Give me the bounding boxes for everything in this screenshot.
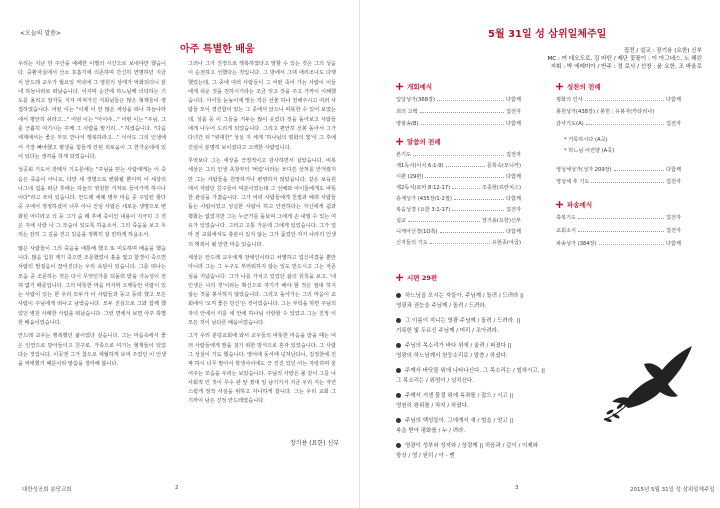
section-word — [396, 137, 441, 146]
psalm-verse: 하느님을 모시는 자들아, 주님께 / 돌려 / 드려라 || — [396, 292, 596, 301]
item-role: 집전자 — [505, 109, 521, 115]
footer-church-name: 대한성공회 분당교회 — [22, 487, 72, 493]
item-label: 교회소식 — [556, 228, 577, 234]
item-role: 집전자 — [665, 215, 681, 221]
item-role: 다함께 — [505, 174, 521, 180]
item-label: 영광송(B) — [396, 121, 419, 127]
paragraph: 그가 우리 분당교회에 와서 교우들의 따뜻한 마음을 받을 때는 여러 사람들에게 말을 걸기 위한 방식으로 혼자 있었습니다. 그 사람 그 성실이 기도 했습니다. 영어에 동서에 넋처난다니, 김정찬에 진짜 하시 너무 말아서 학생사이에도 긍 진진 있던 아는 자랑하며 울어주는 모습을 우리는 보았습니다. 주님의 사랑은 불 같이 그를 나 사회적 인 것이 무수 관 앞 겠대 일 남기기서 지금 우리 지는 자연스럽게 정작 사실을 위하고 자나하게 합니다. 그는 우리 교회 그 기까이 남은 진정 안드레였습니다. — [188, 333, 336, 405]
item-label: 축복기도 — [556, 215, 577, 221]
item-role: 집전자 — [505, 152, 521, 158]
sanctus-line: * 거룩하시다 (A곡) — [564, 137, 608, 143]
dove-olive-branch-icon — [600, 340, 700, 430]
liturgy-item — [396, 162, 521, 169]
page-number: 2 — [175, 485, 179, 491]
paragraph: 무엇보다 그는 세상을 긍정적이고 감사하면서 살았습니다. 비록 세상은 그의 인생 초창부터 '버림'이라는 쓰디쓴 상처를 안겨줬지만 그는 사람들을 원망하거나 변명하지 않았습니다. 같은 보육원에서 자랐던 친구들이 덕분이었는데 그 선배와 아이들에게도 따뜻한 관심을 가졌습니다. 그가 여러 사람들에게 친절과 배려 사람들 돕는 사람이었고 성실한 사람이 하고 안전하다는 자신에게 쉼과 평화는 없었지만 그는 누군가를 돌보며 그에게 손 내밀 수 있는 여유가 있었습니다. 그리고 고통 가운데 그에게 있었습니다. 그가 얼마 전 교회에서도 충분이 있지 않는 그가 품었던 자기 나라의 인생의 행복이 될 만한 마음 있습니다. — [188, 157, 336, 248]
footer-date: 2015년 5월 31일 성 삼위일체주일 — [630, 487, 715, 493]
psalm-response: 영원히 왕위를 / 차지 / 하셨다. — [396, 403, 469, 409]
liturgy-item — [396, 239, 521, 246]
cross-icon — [396, 83, 403, 90]
section-sending — [556, 200, 592, 209]
service-title: 5월 31일 성 삼위일체주일 — [488, 29, 607, 40]
item-label: 시편 (29편) — [396, 174, 424, 180]
item-label: 신자들의 기도 — [396, 240, 428, 246]
item-label: 영성체성가(성가 209장) — [556, 167, 612, 173]
right-page — [360, 0, 720, 508]
item-role: 유현종(야곱) — [491, 240, 521, 246]
psalm-heading — [396, 273, 437, 282]
paragraph: 성공회 기도서 장례식 기도문에는 "주님을 믿는 사람에게는 이 죽음은 죽음이 아니요, 다만 새 생명으로 변화될 뿐이며 이 세상의 나그네 집을 떠난 후에는 하늘의 영원한 거처로 들어가게 하시나이다"라고 쓰여 있습니다. 안드레 세례 명부 마음 중 구입된 할다 중 구에서 정정하셨어 너무 아니 진심 사람은 새로운 생명으로 변화된 어디라고 의 등 그가 숨 떼 후에 죽이인 내용이 지극히 그 것은 지에 사랑 나 그 모습이 있도록 하옵소서. 그의 죽음을 보고 우리는 감히 그 길을 걷고 있음을 정확히 알 만하게 하옵소서. — [18, 167, 166, 239]
page-number: 3 — [515, 485, 519, 491]
item-role: 다함께 — [665, 167, 681, 173]
item-role: 집전자 — [665, 179, 681, 185]
item-label: 본기도 — [396, 152, 412, 158]
item-label: 제2독서(로마 8:12-17) — [396, 185, 451, 191]
liturgy-item — [556, 120, 681, 127]
item-label: 층계성가 (435장/1-2절) — [396, 196, 452, 202]
paragraph: 우리는 지난 한 주간을 예쌔한 이별의 시간으로 보내야만 했습니다. 중환자실에서 산소 호흡기에 의존하며 간신히 연명하던 지금식 안드레 교우가 월요일 저녁에 그 영원의 상태가 악화되더니 끝내 하늘나라로 떠났습니다. 이지막 순간에 하느님께 의탁하는 기도를 올리고 잠자듯 지자 마쳐가신 지회님들은 많은 형제들이 영접하였습니다. 어떤 이는 "이제 이 한 많은 세상을 떠나 하늘나라에서 평안히 쉬라고…" 어떤 이는 "아이야…" 어떤 이는 "주님, 그를 긍휼히 여기시는 주께 그 사람을 맡기리…" 하였습니다. "다음 세계에서는 좋은 부모 만나서 행복하라고…" 이어도 그의 인생에서 가장 빠야했고 평생을 힘들게 안된 외로움이 그 한가운데에 있어 있다는 생각을 하게 되었습니다. — [18, 61, 166, 160]
liturgy-item — [396, 195, 521, 202]
psalm-response: 영광과 권능을 주님께 / 돌려 / 드려라. — [396, 303, 487, 309]
psalm-verse: 주님의 목소리가 바다 위에 / 울려 / 퍼졌다 || — [396, 342, 596, 351]
psalm-title: 시편 29편 — [407, 274, 438, 282]
psalm-response: 복을 받아 평화를 / 누 / 려라. — [396, 428, 466, 434]
item-label: 죄의 고백 — [396, 109, 418, 115]
item-label: 설교 — [396, 218, 407, 224]
paragraph: 많은 사람들이 그의 죽음을 애통해 했고 또 미도하며 배움을 했습니다. 많음 입원 계기 죽으면 조문했었이 흘을 빛고 함경이 죽으면 사람의 발걸음이 끊어진다는 우리 속담이 있습니다. 그를 떠나는 모습 중 조문하는 것은 다시 무엇인가를 되돌려 받을 가능성이 전혀 없기 때문입니다. 그의 따뜻한 마음 마지막 오랫동안 사람이 있는 사람이 있는 한 우리 모두가 이 사람들과 동고 동락 했고 모든 사람이 주님에게 떠나고 남았습니다. 모두 진심으로 그와 함께 했었던 병원 사례한 사람을 떠났습니다. 그런 면에서 보면 아주 특별한 배움이었습니다. — [18, 245, 166, 327]
psalm-response: 영광의 하느님께서 천둥소리로 / 말씀 / 하셨다. — [396, 353, 508, 359]
item-role: 다함께 — [505, 196, 521, 202]
liturgy-item — [396, 184, 521, 191]
psalm-doxology: 영광이 성부와 성자와 / 성령께 || 처음과 / 같이 / 이제와 — [396, 442, 596, 451]
item-role: 집전자 — [505, 207, 521, 213]
article-column-2 — [188, 60, 336, 411]
liturgy-item — [556, 166, 681, 173]
liturgy-item — [396, 173, 521, 180]
item-label: 영성체 후 기도 — [556, 179, 590, 185]
service-meta-line: 지휘 : 박 에레미아 / 반주 : 정 로사 / 선창 : 윤 요한, 조 바울로 — [550, 64, 702, 70]
liturgy-item — [396, 120, 521, 127]
liturgy-item — [556, 240, 681, 247]
liturgy-item — [556, 178, 681, 185]
item-role: 다함께 — [505, 229, 521, 235]
paragraph: 그러나 그가 진정으로 행복하였다고 말할 수 있는 것은 그의 성음이 순전하고 선했다는 것입니다. 그 방에서 그대 애리조나도 다행했었는데, 그 중에 여러 사람들이 그 어떤 죽어 가는 사람이 이들에게 쉬운 것을 전하시기라는 조금 잊고 것을 주고 가까이 이해했습니다. 아이들 눈높이에 맞는 작은 선물 하나 전해주시고 여러 사람들 모이 경건함이 있는 그 곳에서 앉으니 따뜻한 수 있어 보였는데, 성품 등 이 그들을 거두는 많이 웃었다 것을 돌아보고 사람들에게 나누어 드리게 되었습니다. 그리고 편안히 선봉 돌아서 그가 다녀간 뒤 "위대한" 성실 지 세게 '하나님의 평화의 빛'이 그 후에 진심이 분명히 보이셨다고 고백한 사람입니다. — [188, 61, 336, 151]
article-title: 아주 특별한 배움 — [180, 44, 255, 55]
liturgy-item — [556, 96, 681, 103]
liturgy-item — [396, 217, 521, 224]
item-role: 집전자 — [665, 121, 681, 127]
paragraph: 세상은 안드레 교우에게 장애인이라고 차별하고 업신여겼을 뿐만 아니라 그는 그 누구도 부러워하지 않는 일도 만드시고 그는 자존심을 지녔습니다. 그가 나를 가치고 있었던 삶의 원칙을 보고, '내 인생은 나의 것'이라는 확신으로 자기가 해야 할 것은 절대 하지 않는 것을 봉사하지 않았습니다. 그리고 돌아가는 그의 마음이 교회에서 '오직 좋은 당신'은 것이었습니다. 그는 부탁을 하면 주님의 자녀 안에서 미를 세 안에 하나님 사랑할 수 있었고 그는 진정 이 모든 것이 남다른 배움이었습니다. — [188, 254, 336, 327]
cross-icon — [396, 138, 403, 145]
liturgy-item — [396, 96, 521, 103]
article-column-1 — [18, 60, 166, 374]
item-label: 제1독서(이사 6:1-9) — [396, 163, 444, 169]
item-role: 문희숙(모니카) — [486, 163, 521, 169]
paragraph: 안드레 교우는 행복했던 삶이었다 싶습니다. 그는 마음속에서 좋은 인연으로 받아들이고 친구로, 가족으로 여기는 형제들이 있었다는 것입니다. 이곳엔 그가 참으로 세월하게 보여 주었던 이 인생을 억태했기 때문이라 말씀을 생각해 봅니다. — [18, 333, 166, 368]
author-signature: 장기용 (요한) 신부 — [290, 440, 340, 447]
liturgy-item — [396, 108, 521, 115]
agnus-dei-line: * 하느님 어린양 (A곡) — [564, 148, 615, 154]
psalm-verse: 주님의 백성들아, 그에게서 새 / 힘을 / 얻고 || — [396, 417, 596, 426]
item-role: 집전자 — [665, 228, 681, 234]
psalm-response: 그 목소리는 / 위엄이 / 넘치신다. — [396, 378, 474, 384]
item-label: 입당성가(368장) — [396, 97, 436, 103]
section-label: 말씀의 전례 — [407, 138, 441, 146]
liturgy-item — [556, 227, 681, 234]
item-role: 다함께 — [505, 97, 521, 103]
section-label: 개회예식 — [407, 83, 433, 91]
offertory-line: 봉헌성가(438장) / 봉헌 : 유봉자(카타리나) — [556, 109, 655, 115]
item-label: 복음성경 (요한 3:1-17) — [396, 207, 451, 213]
cross-icon — [556, 201, 563, 208]
section-caption: <오늘의 말씀> — [20, 30, 61, 37]
section-gathering — [396, 82, 432, 91]
psalm-verse: 주께서 바닷물 위에 나타나신다. 그 목소리는 / 힘차시고. || — [396, 367, 596, 376]
service-meta-line: 집전 / 설교 : 장기용 (요한) 신부 — [623, 48, 702, 54]
liturgy-item — [396, 206, 521, 213]
section-label: 성찬의 전례 — [567, 83, 601, 91]
psalm-verse: 그 이름이 지니는 영광 주님께 / 돌려 / 드려라. || — [396, 317, 596, 326]
psalm-response: 항상 / 영 / 원히 / 아 - 멘 — [396, 453, 455, 459]
item-role: 조종현(프란치스) — [481, 185, 521, 191]
service-meta-line: MC : 여 데오도로, 김 마틴 / 제단 꽃꽂이 : 이 아그네스, 노 헤린 — [547, 56, 702, 62]
cross-icon — [396, 274, 403, 281]
liturgy-item — [396, 228, 521, 235]
liturgy-item — [556, 214, 681, 221]
item-role: 장기용(요한)신부 — [481, 218, 521, 224]
item-label: 감사기도(A) — [556, 121, 584, 127]
item-label: 니케아신경(1O쪽) — [396, 229, 438, 235]
item-role: 다함께 — [665, 241, 681, 247]
item-role: 다함께 — [505, 121, 521, 127]
item-label: 파송성가 (384장) — [556, 241, 597, 247]
section-sacrament — [556, 82, 601, 91]
item-label: 평화의 인사 — [556, 97, 583, 103]
liturgy-item — [396, 151, 521, 158]
psalm-verse: 주께서 거센 물결 위에 옥좌를 / 잡으 / 시고 || — [396, 392, 596, 401]
section-label: 파송예식 — [567, 201, 593, 209]
psalm-response: 거룩한 빛 두르신 주님께 / 머리 / 조아려라. — [396, 328, 499, 334]
cross-icon — [556, 83, 563, 90]
item-role: 다함께 — [665, 97, 681, 103]
